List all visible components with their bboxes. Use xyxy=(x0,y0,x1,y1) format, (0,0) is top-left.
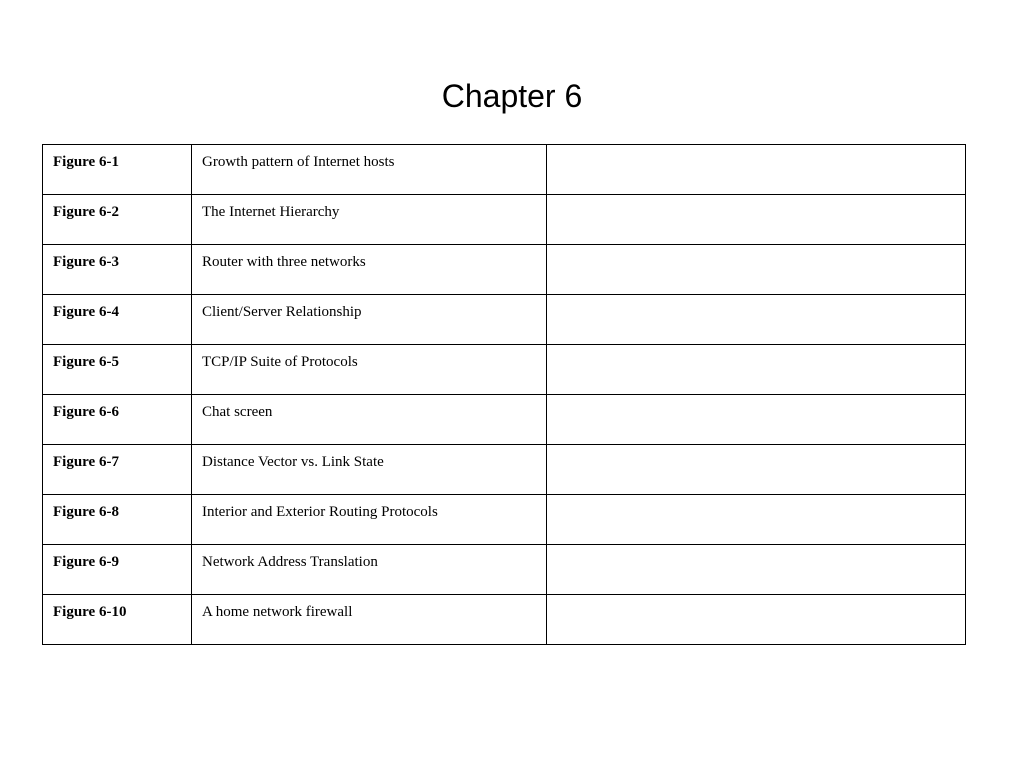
table-row xyxy=(43,295,966,345)
empty-notes-cell xyxy=(547,145,966,195)
empty-notes-cell xyxy=(547,595,966,645)
empty-notes-cell xyxy=(547,245,966,295)
figure-description-cell: Client/Server Relationship xyxy=(192,295,547,345)
table-row xyxy=(43,595,966,645)
table-row xyxy=(43,445,966,495)
table-row xyxy=(43,195,966,245)
figure-number-cell: Figure 6-5 xyxy=(43,345,192,395)
figure-number-cell: Figure 6-2 xyxy=(43,195,192,245)
figure-description-cell: Distance Vector vs. Link State xyxy=(192,445,547,495)
figure-description-cell: Router with three networks xyxy=(192,245,547,295)
empty-notes-cell xyxy=(547,345,966,395)
figure-number-cell: Figure 6-8 xyxy=(43,495,192,545)
empty-notes-cell xyxy=(547,395,966,445)
figure-number-cell: Figure 6-10 xyxy=(43,595,192,645)
figure-list-table xyxy=(42,144,966,645)
table-row xyxy=(43,495,966,545)
empty-notes-cell xyxy=(547,495,966,545)
figure-number-cell: Figure 6-9 xyxy=(43,545,192,595)
table-row xyxy=(43,395,966,445)
figure-description-cell: The Internet Hierarchy xyxy=(192,195,547,245)
table-row xyxy=(43,245,966,295)
figure-description-cell: Growth pattern of Internet hosts xyxy=(192,145,547,195)
empty-notes-cell xyxy=(547,445,966,495)
figure-number-cell: Figure 6-1 xyxy=(43,145,192,195)
figure-description-cell: A home network firewall xyxy=(192,595,547,645)
figure-description-cell: Network Address Translation xyxy=(192,545,547,595)
empty-notes-cell xyxy=(547,195,966,245)
figure-number-cell: Figure 6-4 xyxy=(43,295,192,345)
figure-description-cell: Chat screen xyxy=(192,395,547,445)
table-row xyxy=(43,145,966,195)
empty-notes-cell xyxy=(547,295,966,345)
figure-description-cell: TCP/IP Suite of Protocols xyxy=(192,345,547,395)
figure-number-cell: Figure 6-3 xyxy=(43,245,192,295)
table-row xyxy=(43,345,966,395)
table-row xyxy=(43,545,966,595)
figure-number-cell: Figure 6-7 xyxy=(43,445,192,495)
figure-number-cell: Figure 6-6 xyxy=(43,395,192,445)
page-title: Chapter 6 xyxy=(441,78,583,114)
figure-description-cell: Interior and Exterior Routing Protocols xyxy=(192,495,547,545)
empty-notes-cell xyxy=(547,545,966,595)
